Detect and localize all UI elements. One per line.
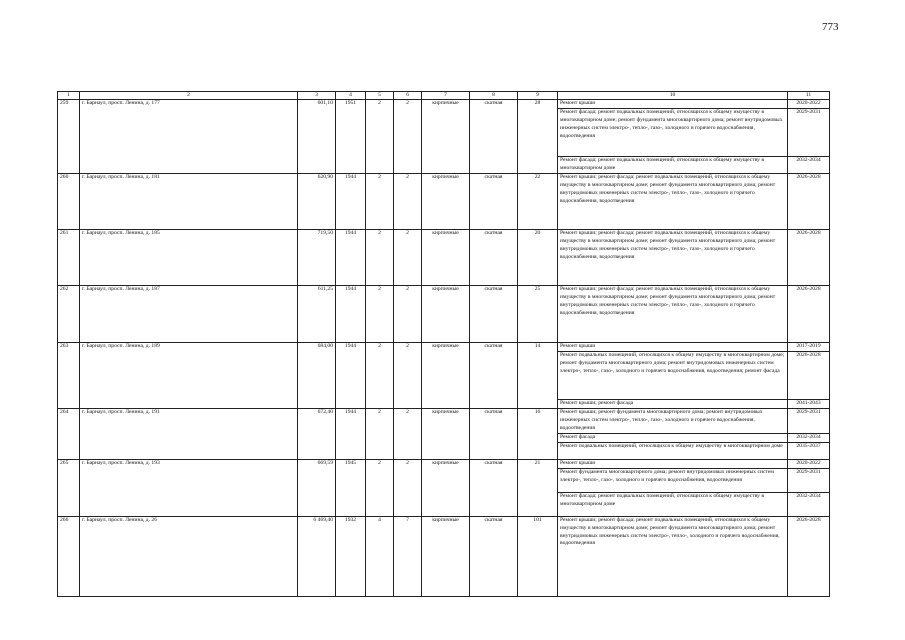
column-header: 2: [80, 92, 298, 100]
floors-cell: 2: [366, 459, 394, 516]
residents-cell: 14: [518, 343, 558, 409]
walls-cell: кирпичные: [422, 409, 470, 460]
term-cell: 2032-2034: [788, 433, 830, 442]
page-number: 773: [822, 21, 839, 33]
work-type-cell: Ремонт фасада; ремонт подвальных помещений, относящихся к общему имуществу в многоквартирном доме; ремонт фундамента многоквартирного дома; ремонт внутридомовых инженерных систем электро-, тепло-, газо-, холодного и горячего водоснабжения, водоотведения: [558, 109, 788, 157]
address-cell: г. Барнаул, просп. Ленина, д. 177: [80, 100, 298, 174]
table-row: [58, 286, 830, 343]
column-header: 4: [336, 92, 366, 100]
term-cell: 2032-2034: [788, 492, 830, 516]
work-type-cell: Ремонт крыши; ремонт фасада; ремонт подвальных помещений, относящихся к общему имуществу в многоквартирном доме; ремонт фундамента многоквартирного дома; ремонт внутридомовых инженерных систем электро-, тепло-, газо-, холодного и горячего водоснабжения, водоотведения: [558, 286, 788, 343]
work-type-cell: Ремонт фасада: [558, 433, 788, 442]
address-cell: г. Барнаул, просп. Ленина, д. 191: [80, 409, 298, 460]
walls-cell: кирпичные: [422, 516, 470, 596]
column-header: 5: [366, 92, 394, 100]
floors-cell: 2: [366, 343, 394, 409]
row-number: 263: [58, 343, 80, 409]
year-cell: 1944: [336, 174, 366, 230]
roof-cell: скатная: [470, 230, 518, 286]
row-number: 262: [58, 286, 80, 343]
term-cell: 2029-2031: [788, 468, 830, 492]
residents-cell: 16: [518, 409, 558, 460]
work-type-cell: Ремонт фасада; ремонт подвальных помещений, относящихся к общему имуществу в многоквартирном доме: [558, 157, 788, 174]
term-cell: 2029-2031: [788, 409, 830, 434]
year-cell: 1944: [336, 286, 366, 343]
term-cell: 2032-2034: [788, 157, 830, 174]
roof-cell: скатная: [470, 516, 518, 596]
entrances-cell: 2: [394, 286, 422, 343]
roof-cell: скатная: [470, 459, 518, 516]
area-cell: 672,40: [298, 409, 336, 460]
term-cell: 2020-2022: [788, 459, 830, 468]
walls-cell: кирпичные: [422, 174, 470, 230]
term-cell: 2026-2028: [788, 516, 830, 596]
column-header: 3: [298, 92, 336, 100]
address-cell: г. Барнаул, просп. Ленина, д. 26: [80, 516, 298, 596]
roof-cell: скатная: [470, 100, 518, 174]
year-cell: 1944: [336, 343, 366, 409]
row-number: 261: [58, 230, 80, 286]
residents-cell: 25: [518, 286, 558, 343]
column-header: 8: [470, 92, 518, 100]
table-header: [58, 92, 830, 100]
term-cell: 2017-2019: [788, 343, 830, 352]
roof-cell: скатная: [470, 343, 518, 409]
entrances-cell: 2: [394, 230, 422, 286]
year-cell: 1944: [336, 409, 366, 460]
address-cell: г. Барнаул, просп. Ленина, д. 189: [80, 343, 298, 409]
work-type-cell: Ремонт крыши: [558, 343, 788, 352]
walls-cell: кирпичные: [422, 459, 470, 516]
residents-cell: 21: [518, 459, 558, 516]
roof-cell: скатная: [470, 286, 518, 343]
floors-cell: 2: [366, 230, 394, 286]
table-row: [58, 409, 830, 434]
column-header: 11: [788, 92, 830, 100]
table-row: [58, 174, 830, 230]
table-row: [58, 516, 830, 596]
residents-cell: 22: [518, 174, 558, 230]
work-type-cell: Ремонт крыши: [558, 459, 788, 468]
column-header: 6: [394, 92, 422, 100]
residents-cell: 20: [518, 230, 558, 286]
entrances-cell: 2: [394, 459, 422, 516]
work-type-cell: Ремонт фундамента многоквартирного дома; ремонт внутридомовых инженерных систем электро-, тепло-, газо-, холодного и горячего водоснабжения, водоотведения: [558, 468, 788, 492]
term-cell: 2029-2031: [788, 109, 830, 157]
area-cell: 684,00: [298, 343, 336, 409]
residents-cell: 28: [518, 100, 558, 174]
term-cell: 2026-2028: [788, 286, 830, 343]
walls-cell: кирпичные: [422, 286, 470, 343]
table-row: [58, 459, 830, 468]
table-body: [58, 100, 830, 597]
term-cell: 2026-2028: [788, 352, 830, 400]
work-type-cell: Ремонт крыши; ремонт фасада; ремонт подвальных помещений, относящихся к общему имуществу в многоквартирном доме; ремонт фундамента многоквартирного дома; ремонт внутридомовых инженерных систем электро-, тепло-, газо-, холодного и горячего водоснабжения, водоотведения: [558, 174, 788, 230]
floors-cell: 4: [366, 516, 394, 596]
area-cell: 611,25: [298, 286, 336, 343]
table-row: [58, 100, 830, 109]
roof-cell: скатная: [470, 174, 518, 230]
floors-cell: 2: [366, 286, 394, 343]
column-header: 1: [58, 92, 80, 100]
floors-cell: 2: [366, 100, 394, 174]
work-type-cell: Ремонт крыши; ремонт фасада: [558, 400, 788, 409]
address-cell: г. Барнаул, просп. Ленина, д. 181: [80, 174, 298, 230]
term-cell: 2035-2037: [788, 442, 830, 459]
row-number: 265: [58, 459, 80, 516]
row-number: 266: [58, 516, 80, 596]
area-cell: 601,10: [298, 100, 336, 174]
column-header: 9: [518, 92, 558, 100]
walls-cell: кирпичные: [422, 343, 470, 409]
residents-cell: 101: [518, 516, 558, 596]
entrances-cell: 2: [394, 409, 422, 460]
area-cell: 669,59: [298, 459, 336, 516]
table-row: [58, 230, 830, 286]
area-cell: 719,50: [298, 230, 336, 286]
walls-cell: кирпичные: [422, 100, 470, 174]
area-cell: 6 469,40: [298, 516, 336, 596]
walls-cell: кирпичные: [422, 230, 470, 286]
address-cell: г. Барнаул, просп. Ленина, д. 187: [80, 286, 298, 343]
work-type-cell: Ремонт подвальных помещений, относящихся к общему имуществу в многоквартирном доме: [558, 442, 788, 459]
term-cell: 2041-2043: [788, 400, 830, 409]
row-number: 264: [58, 409, 80, 460]
floors-cell: 2: [366, 409, 394, 460]
column-header: 7: [422, 92, 470, 100]
year-cell: 1944: [336, 230, 366, 286]
floors-cell: 2: [366, 174, 394, 230]
work-type-cell: Ремонт крыши; ремонт фасада; ремонт подвальных помещений, относящихся к общему имуществу в многоквартирном доме; ремонт фундамента многоквартирного дома; ремонт внутридомовых инженерных систем электро-, тепло-, холодного и горячего водоснабжения, водоотведения: [558, 516, 788, 596]
work-type-cell: Ремонт крыши; ремонт фасада; ремонт подвальных помещений, относящихся к общему имуществу в многоквартирном доме; ремонт фундамента многоквартирного дома; ремонт внутридомовых инженерных систем электро-, тепло-, газо-, холодного и горячего водоснабжения, водоотведения: [558, 230, 788, 286]
entrances-cell: 2: [394, 343, 422, 409]
entrances-cell: 7: [394, 516, 422, 596]
work-type-cell: Ремонт подвальных помещений, относящихся к общему имуществу в многоквартирном доме; ремонт фундамента многоквартирного дома; ремонт внутридомовых инженерных систем электро-, тепло-, газо-, холодного и горячего водоснабжения, водоотведения; ремонт фасада: [558, 352, 788, 400]
term-cell: 2026-2028: [788, 230, 830, 286]
work-type-cell: Ремонт фасада; ремонт подвальных помещений, относящихся к общему имуществу в многоквартирном доме: [558, 492, 788, 516]
row-number: 260: [58, 174, 80, 230]
work-type-cell: Ремонт крыши: [558, 100, 788, 109]
entrances-cell: 2: [394, 174, 422, 230]
entrances-cell: 2: [394, 100, 422, 174]
row-number: 259: [58, 100, 80, 174]
year-cell: 1951: [336, 100, 366, 174]
capital-repair-table: [57, 91, 830, 597]
year-cell: 1945: [336, 459, 366, 516]
term-cell: 2020-2022: [788, 100, 830, 109]
work-type-cell: Ремонт крыши; ремонт фундамента многоквартирного дома; ремонт внутридомовых инженерных систем электро-, тепло-, газо-, холодного и горячего водоснабжения, водоотведения: [558, 409, 788, 434]
address-cell: г. Барнаул, просп. Ленина, д. 193: [80, 459, 298, 516]
address-cell: г. Барнаул, просп. Ленина, д. 185: [80, 230, 298, 286]
year-cell: 1932: [336, 516, 366, 596]
term-cell: 2026-2028: [788, 174, 830, 230]
table-row: [58, 343, 830, 352]
column-header: 10: [558, 92, 788, 100]
roof-cell: скатная: [470, 409, 518, 460]
area-cell: 620,90: [298, 174, 336, 230]
